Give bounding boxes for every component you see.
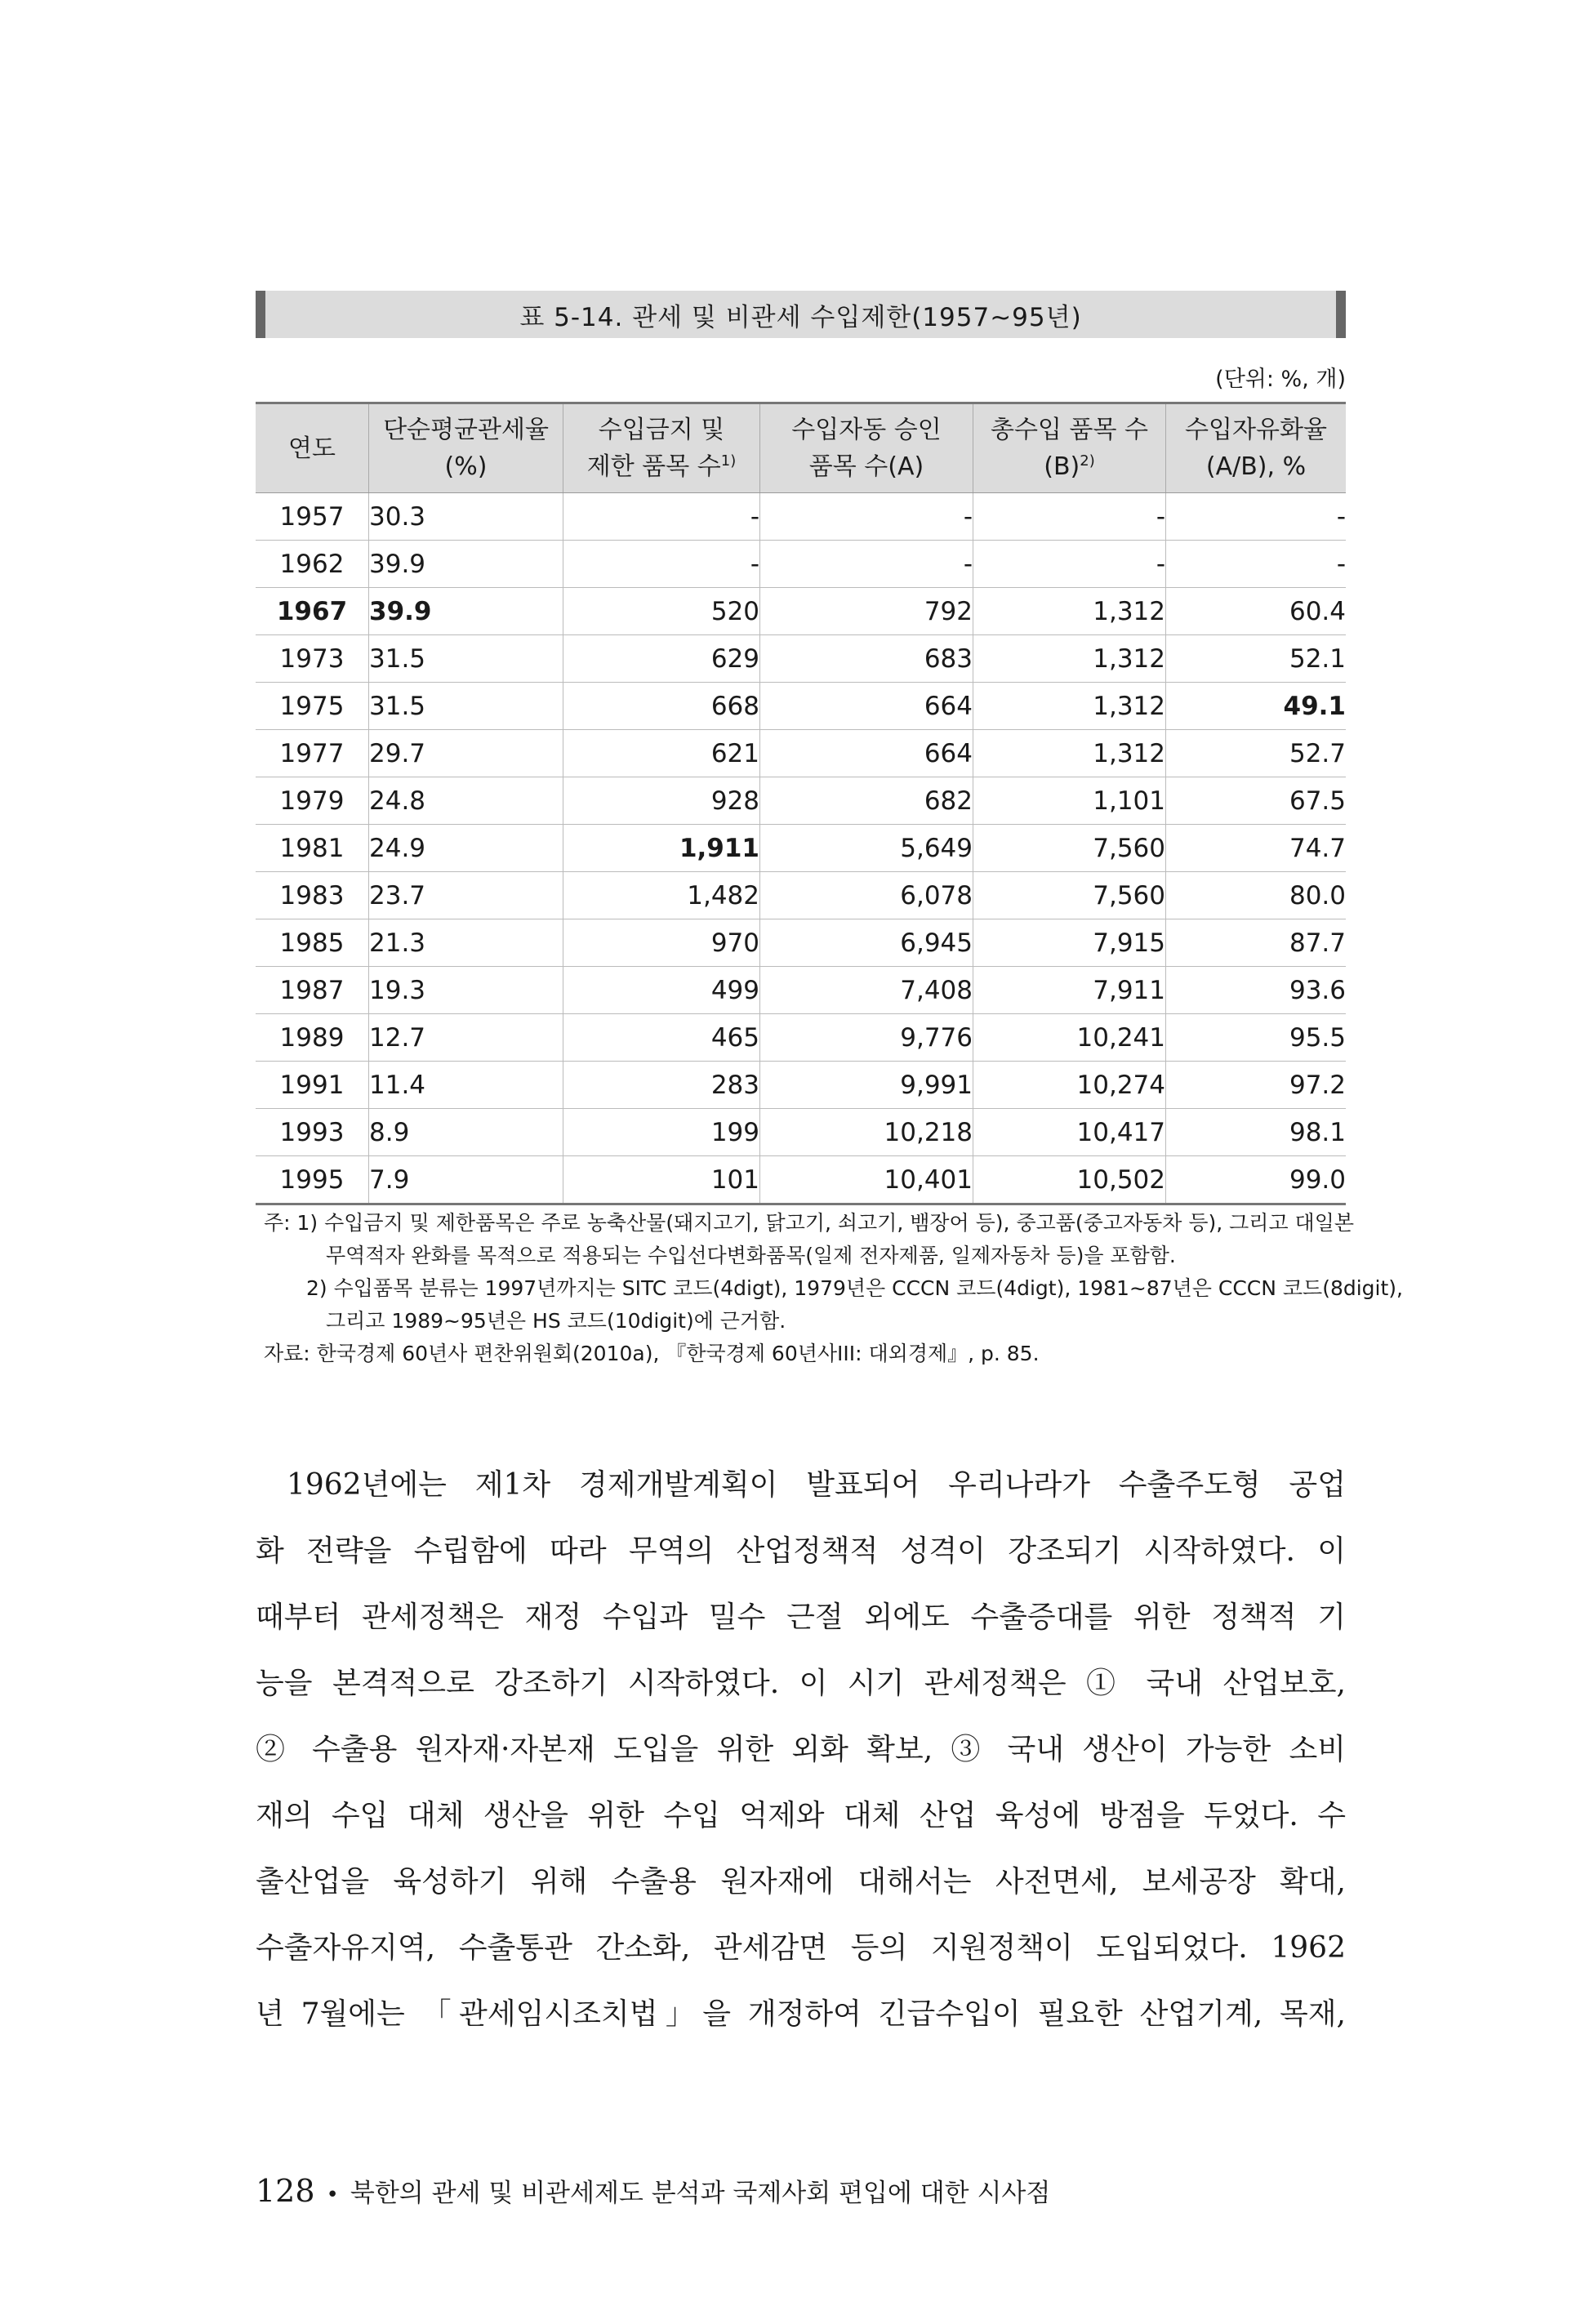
cell-liberalization-rate: - bbox=[1166, 541, 1347, 588]
cell-year: 1977 bbox=[256, 730, 369, 777]
body-line: 년 7월에는 「관세임시조치법」을 개정하여 긴급수입이 필요한 산업기계, 목재, bbox=[256, 1997, 1346, 2031]
body-line: 재의 수입 대체 생산을 위한 수입 억제와 대체 산업 육성에 방점을 두었다. 수 bbox=[256, 1799, 1346, 1832]
body-line: 때부터 관세정책은 재정 수입과 밀수 근절 외에도 수출증대를 위한 정책적 기 bbox=[256, 1601, 1346, 1634]
cell-banned-items: 629 bbox=[563, 635, 760, 683]
cell-auto-approved: 682 bbox=[760, 777, 973, 825]
cell-liberalization-rate: 98.1 bbox=[1166, 1109, 1347, 1156]
table-row bbox=[256, 967, 1346, 1014]
cell-tariff-rate: 23.7 bbox=[369, 872, 563, 919]
cell-banned-items: 465 bbox=[563, 1014, 760, 1062]
body-line: 출산업을 육성하기 위해 수출용 원자재에 대해서는 사전면세, 보세공장 확대, bbox=[256, 1865, 1346, 1899]
cell-year: 1957 bbox=[256, 493, 369, 541]
note-line: 그리고 1989~95년은 HS 코드(10digit)에 근거함. bbox=[326, 1309, 786, 1333]
cell-liberalization-rate: 97.2 bbox=[1166, 1062, 1347, 1109]
cell-liberalization-rate: 80.0 bbox=[1166, 872, 1347, 919]
table-row bbox=[256, 1156, 1346, 1204]
cell-year: 1987 bbox=[256, 967, 369, 1014]
table-row bbox=[256, 635, 1346, 683]
running-title: 북한의 관세 및 비관세제도 분석과 국제사회 편입에 대한 시사점 bbox=[350, 2179, 1051, 2208]
cell-tariff-rate: 7.9 bbox=[369, 1156, 563, 1204]
body-line: ② 수출용 원자재·자본재 도입을 위한 외화 확보, ③ 국내 생산이 가능한 소비 bbox=[256, 1733, 1346, 1766]
cell-year: 1995 bbox=[256, 1156, 369, 1204]
table-row bbox=[256, 683, 1346, 730]
cell-total-items: 7,911 bbox=[973, 967, 1166, 1014]
cell-tariff-rate: 24.8 bbox=[369, 777, 563, 825]
cell-auto-approved: - bbox=[760, 541, 973, 588]
table-row bbox=[256, 1109, 1346, 1156]
cell-banned-items: 970 bbox=[563, 919, 760, 967]
note-line: 무역적자 완화를 목적으로 적용되는 수입선다변화품목(일제 전자제품, 일제자동차 등)을 포함함. bbox=[326, 1244, 1176, 1267]
page-footer bbox=[256, 2172, 1050, 2209]
table-row bbox=[256, 493, 1346, 541]
cell-total-items: 1,312 bbox=[973, 588, 1166, 635]
cell-auto-approved: 683 bbox=[760, 635, 973, 683]
cell-tariff-rate: 11.4 bbox=[369, 1062, 563, 1109]
table-title: 표 5-14. 관세 및 비관세 수입제한(1957~95년) bbox=[519, 302, 1082, 332]
cell-banned-items: 1,911 bbox=[563, 825, 760, 872]
cell-banned-items: - bbox=[563, 493, 760, 541]
cell-liberalization-rate: 87.7 bbox=[1166, 919, 1347, 967]
cell-total-items: 10,274 bbox=[973, 1062, 1166, 1109]
cell-liberalization-rate: 49.1 bbox=[1166, 683, 1347, 730]
cell-banned-items: 520 bbox=[563, 588, 760, 635]
cell-total-items: 1,312 bbox=[973, 730, 1166, 777]
cell-auto-approved: 9,776 bbox=[760, 1014, 973, 1062]
cell-total-items: 7,560 bbox=[973, 825, 1166, 872]
cell-banned-items: 668 bbox=[563, 683, 760, 730]
cell-liberalization-rate: 95.5 bbox=[1166, 1014, 1347, 1062]
table-row bbox=[256, 777, 1346, 825]
cell-auto-approved: 664 bbox=[760, 730, 973, 777]
cell-tariff-rate: 31.5 bbox=[369, 683, 563, 730]
cell-auto-approved: 9,991 bbox=[760, 1062, 973, 1109]
cell-tariff-rate: 12.7 bbox=[369, 1014, 563, 1062]
header-total-items: 총수입 품목 수 $(B)^{2)}$ bbox=[973, 403, 1166, 493]
header-banned-items: 수입금지 및 제한 품목 수$^{1)}$ bbox=[563, 403, 760, 493]
cell-total-items: 7,560 bbox=[973, 872, 1166, 919]
cell-banned-items: - bbox=[563, 541, 760, 588]
cell-total-items: - bbox=[973, 541, 1166, 588]
cell-total-items: 1,312 bbox=[973, 683, 1166, 730]
footnote-marker: 2) bbox=[1080, 452, 1095, 470]
cell-liberalization-rate: - bbox=[1166, 493, 1347, 541]
cell-banned-items: 101 bbox=[563, 1156, 760, 1204]
cell-liberalization-rate: 60.4 bbox=[1166, 588, 1347, 635]
body-line: 화 전략을 수립함에 따라 무역의 산업정책적 성격이 강조되기 시작하였다. 이 bbox=[256, 1534, 1346, 1568]
cell-year: 1993 bbox=[256, 1109, 369, 1156]
cell-liberalization-rate: 67.5 bbox=[1166, 777, 1347, 825]
cell-tariff-rate: 30.3 bbox=[369, 493, 563, 541]
table-unit-note: (단위: %, 개) bbox=[1215, 367, 1346, 392]
import-restriction-table bbox=[256, 402, 1346, 1205]
cell-total-items: - bbox=[973, 493, 1166, 541]
cell-auto-approved: 6,945 bbox=[760, 919, 973, 967]
table-row bbox=[256, 730, 1346, 777]
note-line: 2) 수입품목 분류는 1997년까지는 SITC 코드(4digt), 1979년은 CCCN 코드(4digt), 1981~87년은 CCCN 코드(8digit), bbox=[306, 1276, 1403, 1300]
cell-tariff-rate: 21.3 bbox=[369, 919, 563, 967]
header-liberalization-rate: 수입자유화율 (A/B), % bbox=[1166, 403, 1347, 493]
footer-bullet: • bbox=[326, 2183, 339, 2207]
cell-auto-approved: 7,408 bbox=[760, 967, 973, 1014]
page-number: 128 bbox=[256, 2173, 315, 2209]
cell-total-items: 7,915 bbox=[973, 919, 1166, 967]
cell-year: 1979 bbox=[256, 777, 369, 825]
cell-tariff-rate: 8.9 bbox=[369, 1109, 563, 1156]
cell-year: 1967 bbox=[256, 588, 369, 635]
cell-banned-items: 199 bbox=[563, 1109, 760, 1156]
note-line: 주: 1) 수입금지 및 제한품목은 주로 농축산물(돼지고기, 닭고기, 쇠고기, 뱀장어 등), 중고품(중고자동차 등), 그리고 대일본 bbox=[264, 1211, 1354, 1235]
cell-tariff-rate: 39.9 bbox=[369, 588, 563, 635]
cell-year: 1981 bbox=[256, 825, 369, 872]
cell-total-items: 1,312 bbox=[973, 635, 1166, 683]
table-row bbox=[256, 825, 1346, 872]
cell-banned-items: 928 bbox=[563, 777, 760, 825]
table-row bbox=[256, 1062, 1346, 1109]
cell-year: 1989 bbox=[256, 1014, 369, 1062]
table-row bbox=[256, 541, 1346, 588]
table-body bbox=[256, 493, 1346, 1204]
table-row bbox=[256, 1014, 1346, 1062]
cell-total-items: 10,502 bbox=[973, 1156, 1166, 1204]
table-notes bbox=[264, 1207, 1403, 1370]
cell-year: 1991 bbox=[256, 1062, 369, 1109]
cell-tariff-rate: 24.9 bbox=[369, 825, 563, 872]
cell-liberalization-rate: 52.1 bbox=[1166, 635, 1347, 683]
cell-tariff-rate: 39.9 bbox=[369, 541, 563, 588]
cell-banned-items: 621 bbox=[563, 730, 760, 777]
cell-tariff-rate: 19.3 bbox=[369, 967, 563, 1014]
cell-tariff-rate: 29.7 bbox=[369, 730, 563, 777]
table-row bbox=[256, 872, 1346, 919]
table-header-row bbox=[256, 403, 1346, 493]
cell-liberalization-rate: 93.6 bbox=[1166, 967, 1347, 1014]
header-auto-approved: 수입자동 승인 품목 수(A) bbox=[760, 403, 973, 493]
cell-liberalization-rate: 52.7 bbox=[1166, 730, 1347, 777]
cell-liberalization-rate: 74.7 bbox=[1166, 825, 1347, 872]
cell-year: 1985 bbox=[256, 919, 369, 967]
cell-total-items: 10,241 bbox=[973, 1014, 1166, 1062]
cell-liberalization-rate: 99.0 bbox=[1166, 1156, 1347, 1204]
footnote-marker: 1) bbox=[720, 452, 737, 470]
cell-auto-approved: 792 bbox=[760, 588, 973, 635]
body-paragraph bbox=[256, 1452, 1346, 2047]
cell-year: 1962 bbox=[256, 541, 369, 588]
table-row bbox=[256, 588, 1346, 635]
cell-year: 1983 bbox=[256, 872, 369, 919]
cell-total-items: 10,417 bbox=[973, 1109, 1166, 1156]
body-line: 수출자유지역, 수출통관 간소화, 관세감면 등의 지원정책이 도입되었다. 1962 bbox=[256, 1931, 1346, 1965]
body-line: 1962년에는 제1차 경제개발계획이 발표되어 우리나라가 수출주도형 공업 bbox=[287, 1468, 1346, 1502]
cell-banned-items: 283 bbox=[563, 1062, 760, 1109]
source-line: 자료: 한국경제 60년사 편찬위원회(2010a), 『한국경제 60년사III: 대외경제』, p. 85. bbox=[264, 1342, 1040, 1365]
cell-auto-approved: 664 bbox=[760, 683, 973, 730]
cell-banned-items: 499 bbox=[563, 967, 760, 1014]
cell-auto-approved: 5,649 bbox=[760, 825, 973, 872]
cell-auto-approved: 10,401 bbox=[760, 1156, 973, 1204]
table-title-bar bbox=[256, 291, 1346, 338]
cell-banned-items: 1,482 bbox=[563, 872, 760, 919]
cell-auto-approved: 6,078 bbox=[760, 872, 973, 919]
cell-total-items: 1,101 bbox=[973, 777, 1166, 825]
cell-year: 1975 bbox=[256, 683, 369, 730]
cell-auto-approved: - bbox=[760, 493, 973, 541]
cell-auto-approved: 10,218 bbox=[760, 1109, 973, 1156]
header-year: 연도 bbox=[256, 403, 369, 493]
cell-tariff-rate: 31.5 bbox=[369, 635, 563, 683]
body-line: 능을 본격적으로 강조하기 시작하였다. 이 시기 관세정책은 ① 국내 산업보호, bbox=[256, 1667, 1346, 1700]
table-row bbox=[256, 919, 1346, 967]
header-tariff-rate: 단순평균관세율 (%) bbox=[369, 403, 563, 493]
cell-year: 1973 bbox=[256, 635, 369, 683]
